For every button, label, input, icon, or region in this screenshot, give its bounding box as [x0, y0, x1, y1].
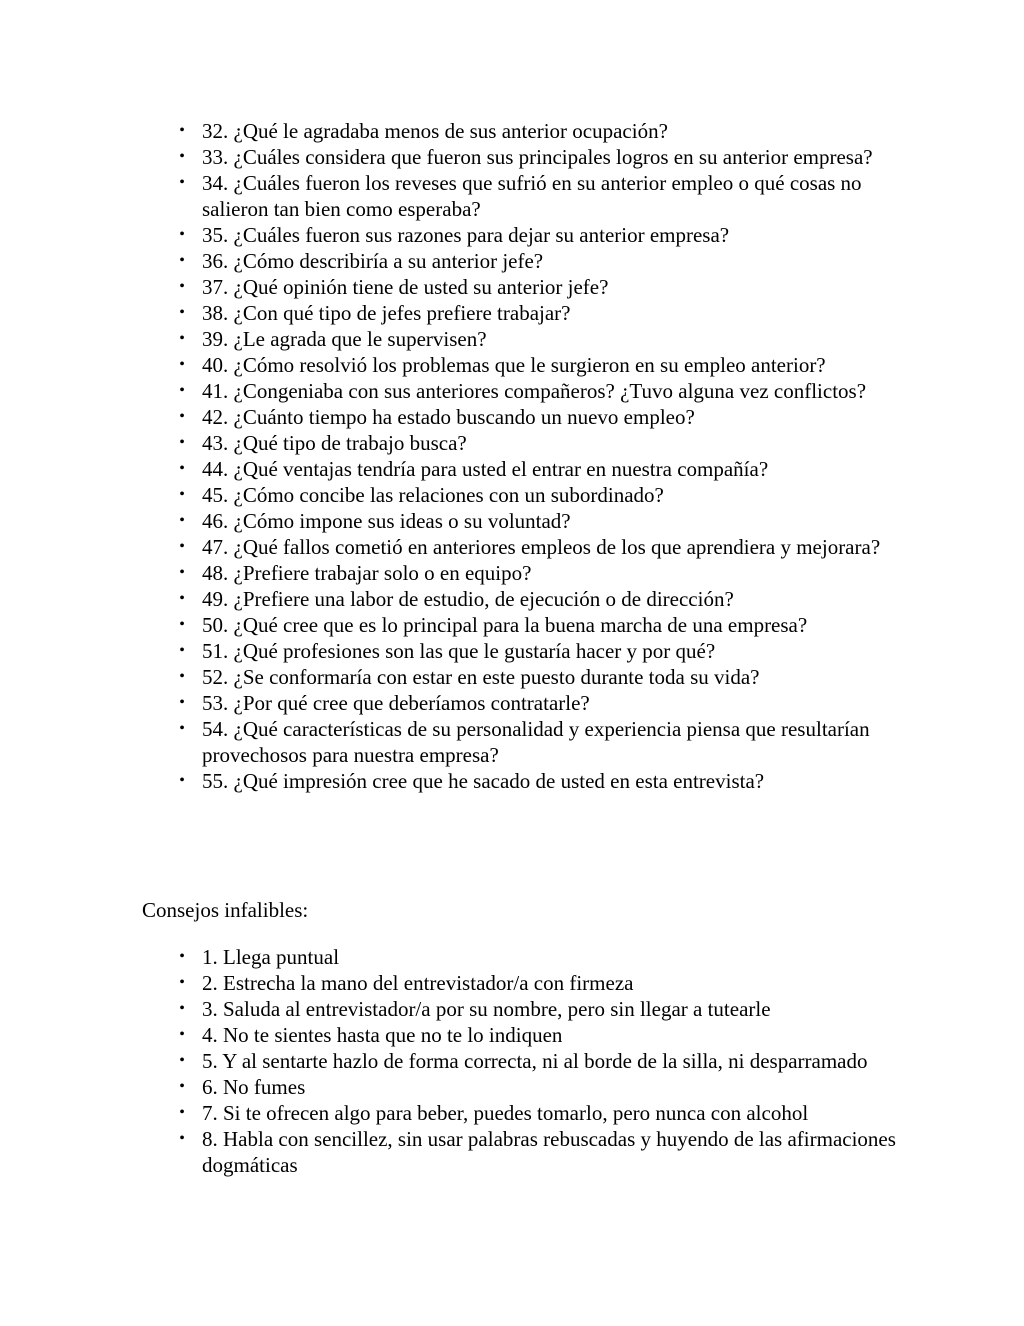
bullet-icon: • — [179, 1026, 185, 1043]
bullet-icon: • — [179, 408, 185, 425]
question-item — [0, 508, 1024, 534]
question-item-text: 53. ¿Por qué cree que deberíamos contratarle? — [202, 691, 590, 715]
question-item — [0, 638, 1024, 664]
question-item-text: 43. ¿Qué tipo de trabajo busca? — [202, 431, 467, 455]
tip-item — [0, 970, 1024, 996]
bullet-icon: • — [179, 330, 185, 347]
question-item — [0, 170, 1024, 222]
bullet-icon: • — [179, 1130, 185, 1147]
bullet-icon: • — [179, 356, 185, 373]
question-item — [0, 586, 1024, 612]
question-item-text: 39. ¿Le agrada que le supervisen? — [202, 327, 487, 351]
question-item-text: 41. ¿Congeniaba con sus anteriores compañeros? ¿Tuvo alguna vez conflictos? — [202, 379, 867, 403]
bullet-icon: • — [179, 148, 185, 165]
tips-heading: Consejos infalibles: — [142, 898, 309, 922]
tip-item-text: 3. Saluda al entrevistador/a por su nombre, pero sin llegar a tutearle — [202, 997, 771, 1021]
question-item-text: 42. ¿Cuánto tiempo ha estado buscando un nuevo empleo? — [202, 405, 695, 429]
tip-item — [0, 1126, 1024, 1178]
tip-item-text: 7. Si te ofrecen algo para beber, puedes tomarlo, pero nunca con alcohol — [202, 1101, 809, 1125]
question-item — [0, 378, 1024, 404]
tip-item — [0, 944, 1024, 970]
question-item — [0, 144, 1024, 170]
question-item — [0, 690, 1024, 716]
question-item-text: 48. ¿Prefiere trabajar solo o en equipo? — [202, 561, 532, 585]
bullet-icon: • — [179, 616, 185, 633]
question-item-text: 37. ¿Qué opinión tiene de usted su anterior jefe? — [202, 275, 609, 299]
question-item-text: 44. ¿Qué ventajas tendría para usted el entrar en nuestra compañía? — [202, 457, 769, 481]
question-item — [0, 664, 1024, 690]
bullet-icon: • — [179, 226, 185, 243]
question-item — [0, 300, 1024, 326]
bullet-icon: • — [179, 538, 185, 555]
bullet-icon: • — [179, 174, 185, 191]
bullet-icon: • — [179, 694, 185, 711]
bullet-icon: • — [179, 486, 185, 503]
bullet-icon: • — [179, 564, 185, 581]
question-item — [0, 118, 1024, 144]
bullet-icon: • — [179, 1000, 185, 1017]
tip-item — [0, 996, 1024, 1022]
bullet-icon: • — [179, 668, 185, 685]
tip-item — [0, 1074, 1024, 1100]
bullet-icon: • — [179, 460, 185, 477]
tip-item-text: 8. Habla con sencillez, sin usar palabras rebuscadas y huyendo de las afirmaciones dogmáticas — [202, 1127, 896, 1177]
question-item-text: 35. ¿Cuáles fueron sus razones para dejar su anterior empresa? — [202, 223, 730, 247]
question-item — [0, 560, 1024, 586]
question-item-text: 55. ¿Qué impresión cree que he sacado de usted en esta entrevista? — [202, 769, 765, 793]
tip-item-text: 6. No fumes — [202, 1075, 306, 1099]
bullet-icon: • — [179, 720, 185, 737]
bullet-icon: • — [179, 1078, 185, 1095]
tip-item-text: 2. Estrecha la mano del entrevistador/a con firmeza — [202, 971, 634, 995]
question-item-text: 47. ¿Qué fallos cometió en anteriores empleos de los que aprendiera y mejorara? — [202, 535, 881, 559]
tip-item-text: 4. No te sientes hasta que no te lo indiquen — [202, 1023, 563, 1047]
bullet-icon: • — [179, 1104, 185, 1121]
tips-list — [0, 944, 1024, 1178]
tip-item — [0, 1048, 1024, 1074]
bullet-icon: • — [179, 434, 185, 451]
question-item — [0, 404, 1024, 430]
question-item-text: 32. ¿Qué le agradaba menos de sus anterior ocupación? — [202, 119, 668, 143]
question-item — [0, 456, 1024, 482]
question-item-text: 54. ¿Qué características de su personalidad y experiencia piensa que resultarían provechosos para nuestra empresa? — [202, 717, 870, 767]
bullet-icon: • — [179, 304, 185, 321]
bullet-icon: • — [179, 278, 185, 295]
question-item-text: 38. ¿Con qué tipo de jefes prefiere trabajar? — [202, 301, 571, 325]
bullet-icon: • — [179, 642, 185, 659]
question-item-text: 52. ¿Se conformaría con estar en este puesto durante toda su vida? — [202, 665, 760, 689]
question-item-text: 33. ¿Cuáles considera que fueron sus principales logros en su anterior empresa? — [202, 145, 873, 169]
question-item — [0, 430, 1024, 456]
question-item — [0, 716, 1024, 768]
question-item-text: 51. ¿Qué profesiones son las que le gustaría hacer y por qué? — [202, 639, 716, 663]
question-item — [0, 326, 1024, 352]
bullet-icon: • — [179, 512, 185, 529]
question-item — [0, 352, 1024, 378]
bullet-icon: • — [179, 590, 185, 607]
bullet-icon: • — [179, 772, 185, 789]
question-item-text: 36. ¿Cómo describiría a su anterior jefe? — [202, 249, 544, 273]
tip-item — [0, 1100, 1024, 1126]
questions-list — [0, 118, 1024, 794]
tip-item — [0, 1022, 1024, 1048]
question-item-text: 49. ¿Prefiere una labor de estudio, de ejecución o de dirección? — [202, 587, 734, 611]
question-item-text: 45. ¿Cómo concibe las relaciones con un subordinado? — [202, 483, 664, 507]
tip-item-text: 1. Llega puntual — [202, 945, 340, 969]
question-item — [0, 482, 1024, 508]
question-item — [0, 534, 1024, 560]
question-item-text: 46. ¿Cómo impone sus ideas o su voluntad? — [202, 509, 571, 533]
question-item — [0, 612, 1024, 638]
question-item-text: 50. ¿Qué cree que es lo principal para la buena marcha de una empresa? — [202, 613, 808, 637]
bullet-icon: • — [179, 974, 185, 991]
bullet-icon: • — [179, 1052, 185, 1069]
question-item — [0, 248, 1024, 274]
question-item — [0, 768, 1024, 794]
tip-item-text: 5. Y al sentarte hazlo de forma correcta, ni al borde de la silla, ni desparramado — [202, 1049, 868, 1073]
bullet-icon: • — [179, 948, 185, 965]
question-item-text: 34. ¿Cuáles fueron los reveses que sufrió en su anterior empleo o qué cosas no salieron tan bien como esperaba? — [202, 171, 862, 221]
question-item — [0, 222, 1024, 248]
bullet-icon: • — [179, 382, 185, 399]
question-item-text: 40. ¿Cómo resolvió los problemas que le surgieron en su empleo anterior? — [202, 353, 826, 377]
bullet-icon: • — [179, 122, 185, 139]
bullet-icon: • — [179, 252, 185, 269]
question-item — [0, 274, 1024, 300]
